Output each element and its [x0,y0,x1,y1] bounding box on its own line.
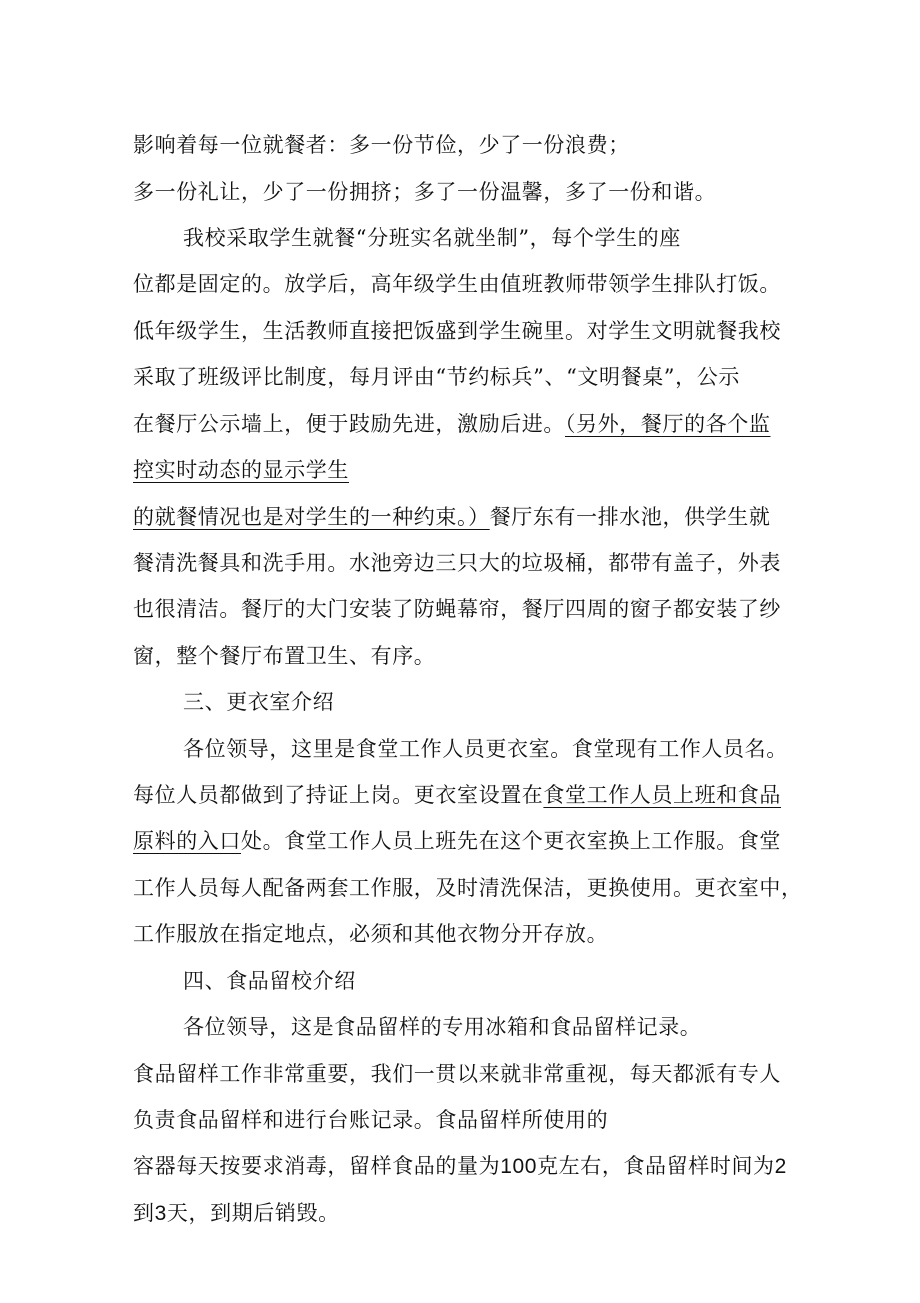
text-span: 我校采取学生就餐“分班实名就坐制”，每个学生的座 [183,226,681,250]
section-heading [183,967,356,995]
paragraph-line [133,410,771,438]
text-span: 也很清洁。餐厅的大门安装了防蝇幕帘，餐厅四周的窗子都安装了纱 [133,597,781,621]
text-span: 采取了班级评比制度，每月评由“节约标兵”、“文明餐桌”，公示 [133,365,740,389]
heading-text: 四、食品留校介绍 [183,969,356,993]
heading-text: 三、更衣室介绍 [183,690,335,714]
paragraph-line [133,456,349,484]
paragraph-line [133,781,781,809]
text-span: 低年级学生，生活教师直接把饭盛到学生碗里。对学生文明就餐我校 [133,319,781,343]
number-text: 2 [774,1155,787,1178]
text-span: 各位领导，这是食品留样的专用冰箱和食品留样记录。 [183,1015,702,1039]
text-span: 食品留样工作非常重要，我们一贯以来就非常重视，每天都派有专人 [133,1062,781,1086]
paragraph-line [183,224,681,252]
text-span: 工作服放在指定地点，必须和其他衣物分开存放。 [133,922,609,946]
text-span: 窗，整个餐厅布置卫生、有序。 [133,644,436,668]
text-span: 负责食品留样和进行台账记录。食品留样所使用的 [133,1108,609,1132]
paragraph-line [133,1060,781,1088]
text-span: 到 [133,1201,155,1225]
paragraph-line [133,874,803,902]
underlined-text: （另外，餐厅的各个监 [565,412,771,436]
paragraph-line [183,1013,701,1041]
text-span: 餐厅东有一排水池，供学生就 [489,505,771,529]
underlined-text: 的就餐情况也是对学生的一种约束。） [133,505,490,529]
text-span: 每位人员都做到了持证上岗。更衣室设置在 [133,783,544,807]
paragraph-line [133,363,740,391]
paragraph-line [133,317,781,345]
text-span: 餐清洗餐具和洗手用。水池旁边三只大的垃圾桶，都带有盖子，外表 [133,551,781,575]
paragraph-line [133,1152,787,1181]
text-span: 影响着每一位就餐者：多一份节俭，少了一份浪费； [133,133,630,157]
text-span: 各位领导，这里是食堂工作人员更衣室。食堂现有工作人员名。 [183,737,788,761]
underlined-text: 食堂工作人员上班和食品 [543,783,782,807]
paragraph-line [133,827,781,855]
text-span: 多一份礼让，少了一份拥挤；多了一份温馨，多了一份和谐。 [133,180,717,204]
section-heading [183,688,334,716]
paragraph-line [133,642,435,670]
underlined-text: 原料的入口 [133,829,241,853]
paragraph-line [133,549,781,577]
text-span: 位都是固定的。放学后，高年级学生由值班教师带领学生排队打饭。 [133,272,781,296]
paragraph-line [133,131,630,159]
text-span: 天，到期后销毁。 [166,1201,340,1225]
number-text: 3 [154,1202,167,1225]
paragraph-line [183,735,788,763]
paragraph-line [133,1106,608,1134]
paragraph-line [133,595,781,623]
paragraph-line [133,920,608,948]
text-span: 在餐厅公示墙上，便于跂励先进，激励后进。 [133,412,565,436]
text-span: 容器每天按要求消毒，留样食品的量为 [133,1154,501,1178]
text-span: 处。食堂工作人员上班先在这个更衣室换上工作服。食堂 [241,829,781,853]
paragraph-line [133,178,716,206]
text-span: 克左右，食品留样时间为 [537,1154,775,1178]
paragraph-line [133,270,781,298]
number-text: 100 [500,1155,538,1178]
underlined-text: 控实时动态的显示学生 [133,458,349,482]
paragraph-line [133,1199,340,1228]
text-span: 工作人员每人配备两套工作服，及时清洗保洁，更换使用。更衣室中， [133,876,803,900]
paragraph-line [133,503,771,531]
